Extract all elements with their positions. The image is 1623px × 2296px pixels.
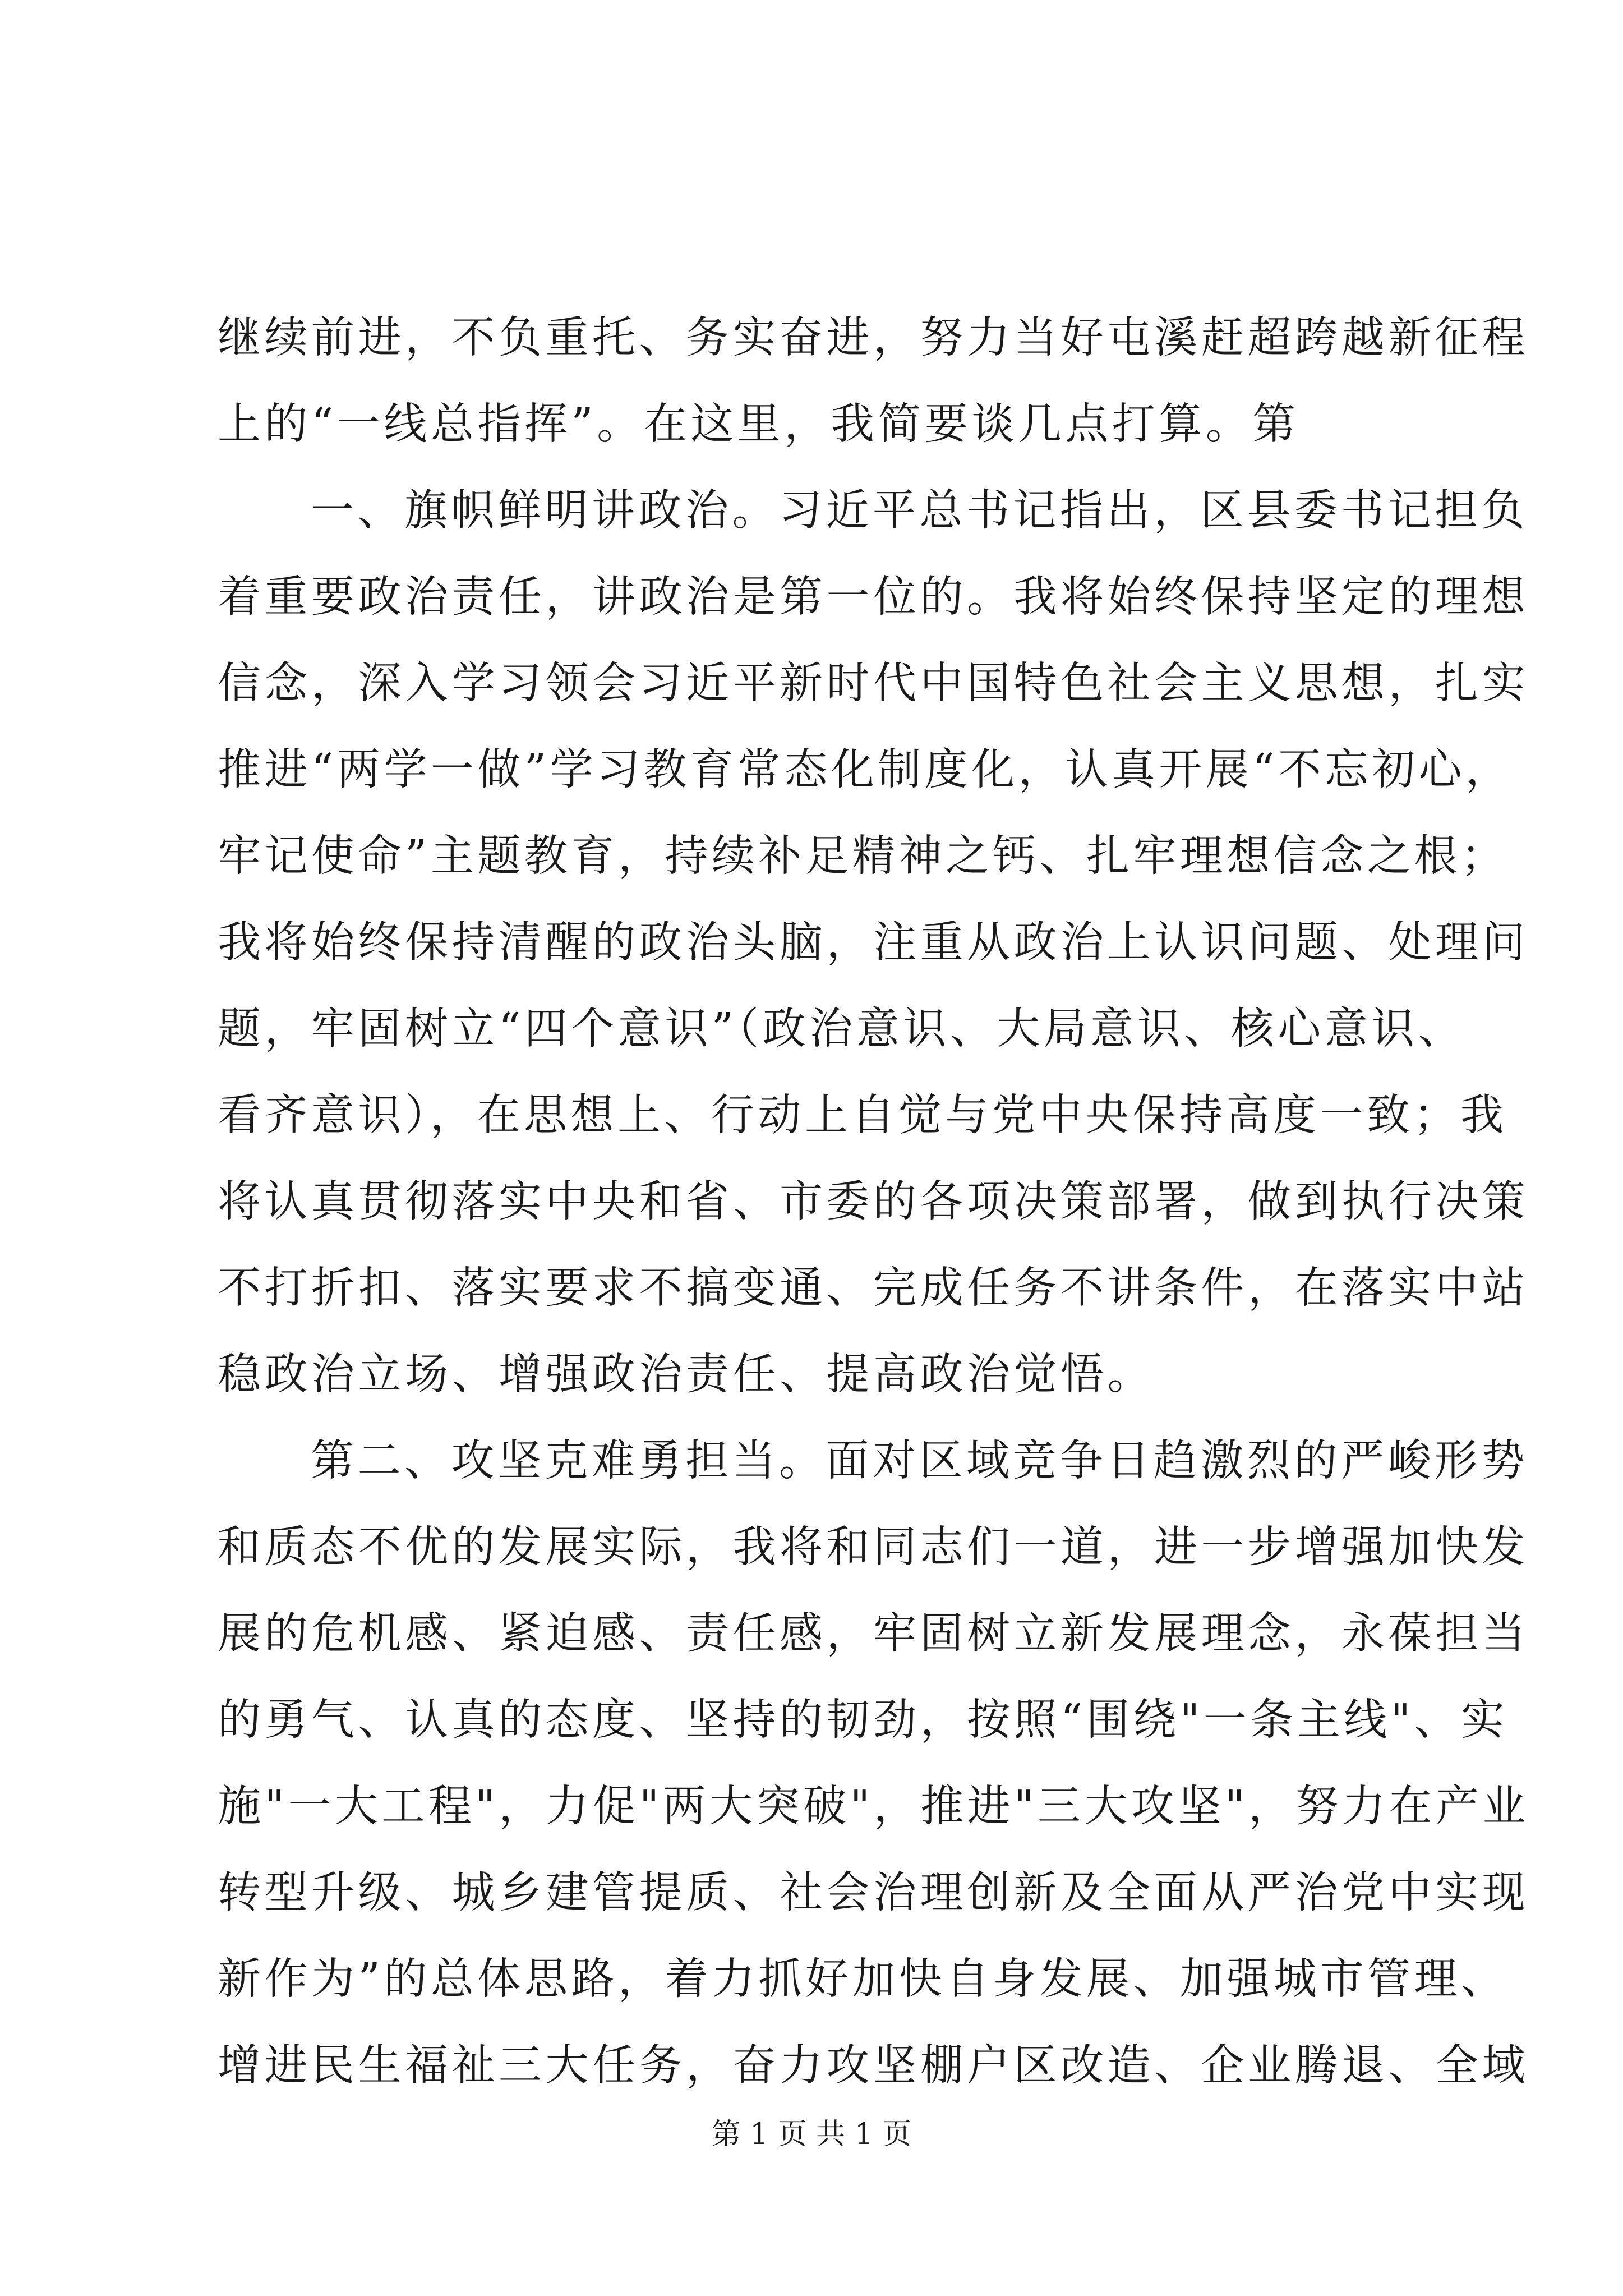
text-line: 的勇气、认真的态度、坚持的韧劲，按照“围绕"一条主线"、实: [218, 1695, 1508, 1745]
text-line: 不打折扣、落实要求不搞变通、完成任务不讲条件，在落实中站: [218, 1263, 1529, 1313]
text-line: 题，牢固树立“四个意识”（政治意识、大局意识、核心意识、: [218, 1004, 1465, 1054]
text-line: 施"一大工程"，力促"两大突破"，推进"三大攻坚"，努力在产业: [218, 1782, 1529, 1832]
document-body: [218, 295, 1529, 2109]
text-line: 着重要政治责任，讲政治是第一位的。我将始终保持坚定的理想: [218, 572, 1529, 622]
text-line: 一、旗帜鲜明讲政治。习近平总书记指出，区县委书记担负: [311, 486, 1528, 536]
text-line: 继续前进，不负重托、务实奋进，努力当好屯溪赶超跨越新征程: [218, 313, 1529, 363]
text-line: 转型升级、城乡建管提质、社会治理创新及全面从严治党中实现: [218, 1868, 1529, 1918]
text-line: 展的危机感、紧迫感、责任感，牢固树立新发展理念，永葆担当: [218, 1609, 1529, 1659]
text-line: 看齐意识），在思想上、行动上自觉与党中央保持高度一致；我: [218, 1091, 1507, 1140]
text-line: 第二、攻坚克难勇担当。面对区域竞争日趋激烈的严峻形势: [311, 1436, 1528, 1486]
text-line: 增进民生福祉三大任务，奋力攻坚棚户区改造、企业腾退、全域: [218, 2041, 1529, 2091]
text-line: 信念，深入学习领会习近平新时代中国特色社会主义思想，扎实: [218, 659, 1529, 708]
text-line: 将认真贯彻落实中央和省、市委的各项决策部署，做到执行决策: [218, 1177, 1529, 1227]
text-line: 推进“两学一做”学习教育常态化制度化，认真开展“不忘初心，: [218, 745, 1513, 795]
text-line: 上的“一线总指挥”。在这里，我简要谈几点打算。第: [218, 399, 1299, 449]
text-line: 我将始终保持清醒的政治头脑，注重从政治上认识问题、处理问: [218, 918, 1529, 968]
page-footer: 第 1 页 共 1 页: [711, 2118, 912, 2151]
text-line: 牢记使命”主题教育，持续补足精神之钙、扎牢理想信念之根；: [218, 831, 1508, 881]
text-line: 稳政治立场、增强政治责任、提高政治觉悟。: [218, 1350, 1154, 1400]
text-line: 新作为”的总体思路，着力抓好加快自身发展、加强城市管理、: [218, 1954, 1508, 2004]
text-line: 和质态不优的发展实际，我将和同志们一道，进一步增强加快发: [218, 1522, 1529, 1572]
